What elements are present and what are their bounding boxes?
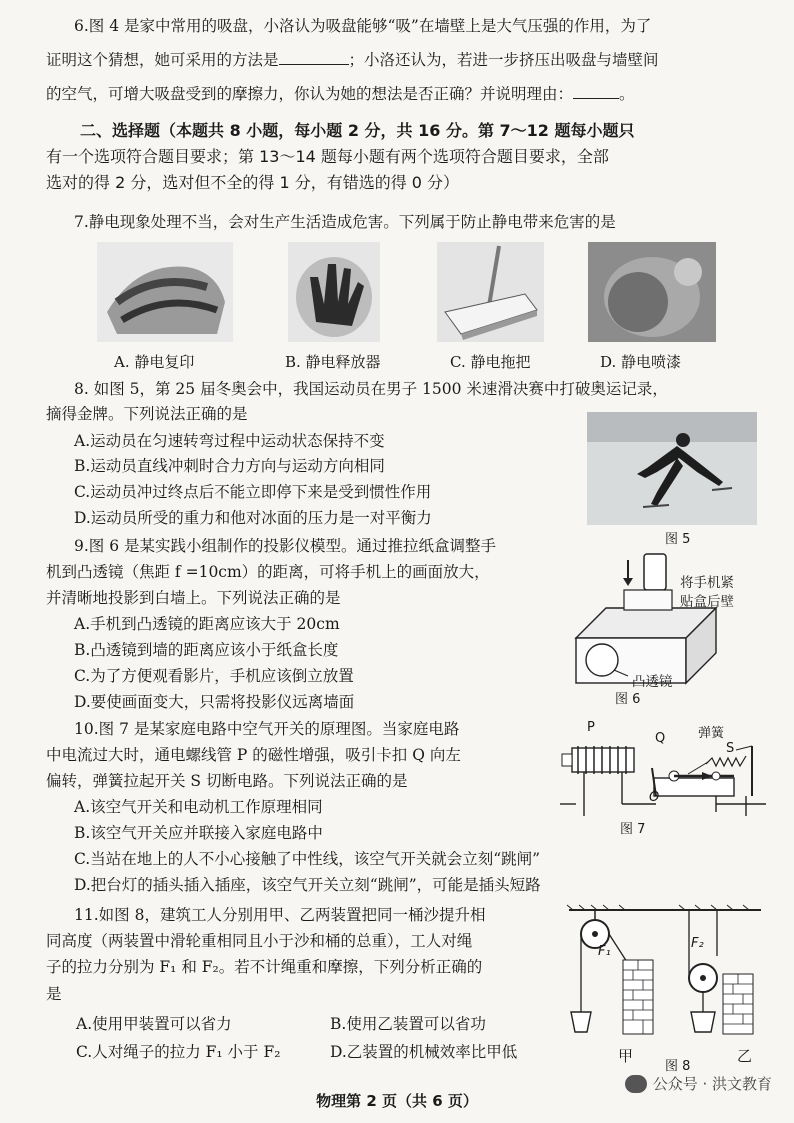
section2-line2: 有一个选项符合题目要求；第 13～14 题每小题有两个选项符合题目要求，全部: [46, 147, 609, 166]
q9-option-b: B.凸透镜到墙的距离应该小于纸盒长度: [74, 641, 339, 659]
fig6-label-phone-2: 贴盒后壁: [680, 594, 734, 610]
q8-option-a: A.运动员在匀速转弯过程中运动状态保持不变: [74, 432, 385, 450]
photo-static-discharger: [288, 242, 380, 342]
photo-electrostatic-mop: [437, 242, 544, 342]
fig6-label-lens: 凸透镜: [632, 674, 673, 690]
q9-line2: 机到凸透镜（焦距 f =10cm）的距离，可将手机上的画面放大，: [46, 563, 490, 581]
q8-line1: 8. 如图 5，第 25 届冬奥会中，我国运动员在男子 1500 米速滑决赛中打破奥运记录，: [74, 380, 668, 398]
fig5-caption: 图 5: [665, 532, 691, 547]
q10-line1: 10.图 7 是某家庭电路中空气开关的原理图。当家庭电路: [74, 720, 460, 738]
photo-electrostatic-spraying: [588, 242, 716, 342]
q9-option-d: D.要使画面变大，只需将投影仪远离墙面: [74, 693, 355, 711]
watermark-text: 公众号 · 洪文教育: [652, 1075, 772, 1093]
fig7-label-s: S: [726, 741, 735, 756]
wechat-watermark: [625, 1073, 772, 1094]
photo-speed-skater: [587, 412, 757, 525]
q10-line3: 偏转，弹簧拉起开关 S 切断电路。下列说法正确的是: [46, 772, 408, 790]
fig7-label-o: O: [649, 790, 660, 805]
q10-option-c: C.当站在地上的人不小心接触了中性线，该空气开关就会立刻“跳闸”: [74, 850, 541, 868]
fig7-label-p: P: [587, 720, 595, 735]
q6-line2: 证明这个猜想，她可采用的方法是 ；小洛还认为，若进一步挤压出吸盘与墙壁间: [46, 51, 659, 69]
q11-line2: 同高度（两装置中滑轮重相同且小于沙和桶的总重），工人对绳: [46, 932, 473, 950]
fig6-projector-diagram: [566, 548, 766, 688]
q10-option-d: D.把台灯的插头插入插座，该空气开关立刻“跳闸”，可能是插头短路: [74, 876, 541, 894]
section2-line3: 选对的得 2 分，选对但不全的得 1 分，有错选的得 0 分）: [46, 173, 460, 192]
page-footer: 物理第 2 页（共 6 页）: [316, 1092, 478, 1110]
q9-option-c: C.为了方便观看影片，手机应该倒立放置: [74, 667, 354, 685]
q7-option-b: B. 静电释放器: [285, 353, 381, 371]
q7-option-c: C. 静电拖把: [450, 353, 531, 371]
fig8-caption: 图 8: [665, 1059, 691, 1074]
fig8-pulley-diagram: [565, 904, 765, 1064]
q11-line4: 是: [46, 985, 62, 1003]
photo-electrostatic-copy: [97, 242, 233, 342]
q11-option-d: D.乙装置的机械效率比甲低: [330, 1043, 518, 1061]
q6-line1: 6.图 4 是家中常用的吸盘，小洛认为吸盘能够“吸”在墙壁上是大气压强的作用，为了: [74, 17, 652, 35]
q7-stem: 7.静电现象处理不当，会对生产生活造成危害。下列属于防止静电带来危害的是: [74, 213, 616, 231]
wechat-logo-icon: [625, 1075, 647, 1093]
q6-blank-reason: [573, 84, 619, 99]
q8-option-c: C.运动员冲过终点后不能立即停下来是受到惯性作用: [74, 483, 432, 501]
q11-option-c: C.人对绳子的拉力 F₁ 小于 F₂: [76, 1043, 281, 1061]
q7-option-d: D. 静电喷漆: [600, 353, 682, 371]
q10-option-a: A.该空气开关和电动机工作原理相同: [74, 798, 323, 816]
q9-line1: 9.图 6 是某实践小组制作的投影仪模型。通过推拉纸盒调整手: [74, 537, 497, 555]
q6-line3: 的空气，可增大吸盘受到的摩擦力，你认为她的想法是否正确？并说明理由： 。: [46, 85, 635, 103]
q9-line3: 并清晰地投影到白墙上。下列说法正确的是: [46, 589, 341, 607]
fig6-caption: 图 6: [615, 692, 641, 707]
q6-blank-method: [279, 50, 349, 65]
section2-line1: 二、选择题（本题共 8 小题，每小题 2 分，共 16 分。第 7～12 题每小题只: [80, 121, 635, 140]
q8-option-b: B.运动员直线冲刺时合力方向与运动方向相同: [74, 457, 385, 475]
q7-option-a: A. 静电复印: [114, 353, 195, 371]
fig8-label-f1: F₁: [598, 944, 611, 959]
fig8-label-f2: F₂: [691, 936, 704, 951]
q8-line2: 摘得金牌。下列说法正确的是: [46, 405, 248, 423]
q11-line3: 子的拉力分别为 F₁ 和 F₂。若不计绳重和摩擦，下列分析正确的: [46, 958, 483, 976]
fig7-label-spring: 弹簧: [698, 726, 725, 741]
q11-option-a: A.使用甲装置可以省力: [76, 1015, 232, 1033]
q10-option-b: B.该空气开关应并联接入家庭电路中: [74, 824, 323, 842]
q10-line2: 中电流过大时，通电螺线管 P 的磁性增强，吸引卡扣 Q 向左: [46, 746, 461, 764]
fig7-label-q: Q: [655, 731, 666, 746]
q11-line1: 11.如图 8，建筑工人分别用甲、乙两装置把同一桶沙提升相: [74, 906, 486, 924]
q9-option-a: A.手机到凸透镜的距离应该大于 20cm: [74, 615, 340, 633]
fig8-label-jia: 甲: [618, 1047, 634, 1065]
q8-option-d: D.运动员所受的重力和他对冰面的压力是一对平衡力: [74, 509, 432, 527]
fig6-label-phone-1: 将手机紧: [680, 575, 734, 591]
fig8-label-yi: 乙: [737, 1047, 753, 1065]
q11-option-b: B.使用乙装置可以省功: [330, 1015, 486, 1033]
fig7-caption: 图 7: [620, 822, 646, 837]
